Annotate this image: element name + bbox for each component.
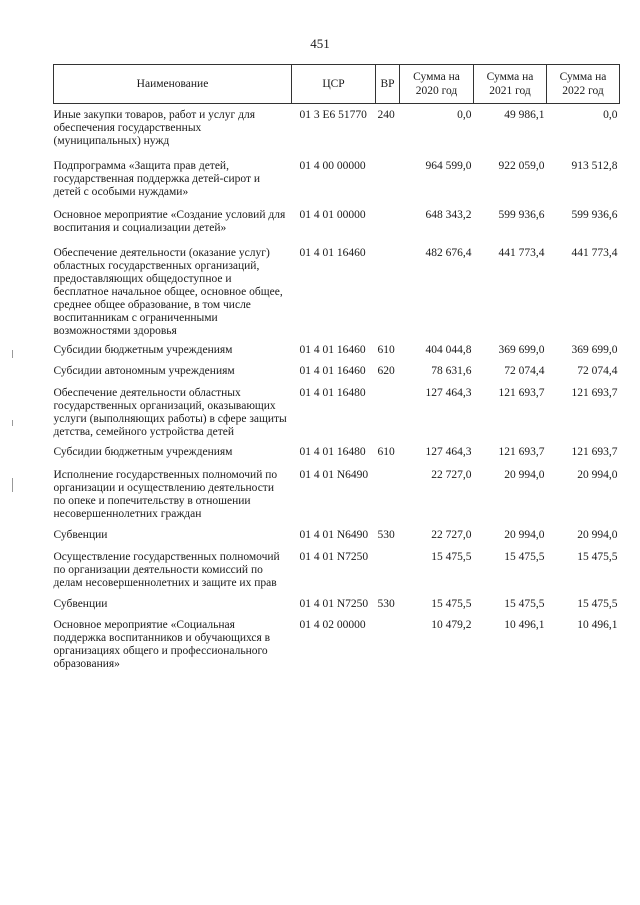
row-name: Подпрограмма «Защита прав детей, государственная поддержка детей-сирот и детей с особыми нуждами» xyxy=(53,160,261,198)
row-sum-2021: 121 693,7 xyxy=(498,446,545,458)
row-name: Субсидии бюджетным учреждениям xyxy=(53,344,233,356)
budget-table xyxy=(53,64,620,671)
row-csr: 01 4 01 N7250 xyxy=(299,551,369,563)
row-csr: 01 3 E6 51770 xyxy=(299,109,367,121)
row-sum-2022: 15 475,5 xyxy=(577,598,618,610)
table-row xyxy=(54,154,620,204)
row-name: Обеспечение деятельности (оказание услуг) областных государственных организаций, предоставляющих общедоступное и бесплатное начальное общее, основное общее, среднее общее образование, в том числе воспитанникам с ограниченными возможностями здоровья xyxy=(53,247,283,337)
row-csr: 01 4 01 16460 xyxy=(299,247,366,259)
row-vr: 240 xyxy=(377,109,395,121)
row-sum-2022: 20 994,0 xyxy=(577,529,618,541)
row-sum-2020: 964 599,0 xyxy=(425,160,472,172)
row-sum-2022: 20 994,0 xyxy=(577,469,618,481)
row-name: Обеспечение деятельности областных государственных организаций, оказывающих услуги (выполняющих работы) в сфере защиты детства, семейного устройства детей xyxy=(53,387,287,438)
row-name: Основное мероприятие «Социальная поддержка воспитанников и обучающихся в организациях общего и профессионального образования» xyxy=(53,619,271,670)
row-sum-2020: 22 727,0 xyxy=(431,529,472,541)
row-csr: 01 4 01 16460 xyxy=(299,365,366,377)
row-sum-2022: 369 699,0 xyxy=(571,344,618,356)
row-name: Субсидии автономным учреждениям xyxy=(53,365,235,377)
table-header-row xyxy=(54,65,620,104)
row-sum-2020: 127 464,3 xyxy=(425,446,472,458)
row-sum-2020: 78 631,6 xyxy=(431,365,472,377)
row-sum-2021: 15 475,5 xyxy=(504,551,545,563)
row-vr: 610 xyxy=(377,446,395,458)
margin-mark xyxy=(12,350,13,358)
header-sum-2020: Сумма на 2020 год xyxy=(400,65,474,104)
row-vr xyxy=(376,382,400,442)
header-sum-2022: Сумма на 2022 год xyxy=(547,65,620,104)
table-row xyxy=(54,204,620,241)
row-vr xyxy=(376,546,400,594)
row-sum-2022: 913 512,8 xyxy=(571,160,618,172)
row-vr: 610 xyxy=(377,344,395,356)
header-vr: ВР xyxy=(376,65,400,104)
row-sum-2022: 599 936,6 xyxy=(571,209,618,221)
row-sum-2021: 49 986,1 xyxy=(504,109,545,121)
row-sum-2022: 121 693,7 xyxy=(571,446,618,458)
row-name: Исполнение государственных полномочий по организации и осуществлению деятельности по опеке и попечительству в отношении несовершеннолетних граждан xyxy=(53,469,278,520)
row-sum-2022: 0,0 xyxy=(603,109,618,121)
row-sum-2021: 441 773,4 xyxy=(498,247,545,259)
table-row xyxy=(54,241,620,341)
table-row xyxy=(54,594,620,614)
header-name: Наименование xyxy=(54,65,292,104)
margin-mark xyxy=(12,420,13,426)
row-sum-2021: 72 074,4 xyxy=(504,365,545,377)
row-sum-2020: 15 475,5 xyxy=(431,551,472,563)
table-row xyxy=(54,614,620,671)
row-vr xyxy=(376,204,400,241)
row-sum-2021: 922 059,0 xyxy=(498,160,545,172)
row-csr: 01 4 01 00000 xyxy=(299,209,366,221)
row-csr: 01 4 00 00000 xyxy=(299,160,366,172)
row-csr: 01 4 02 00000 xyxy=(299,619,366,631)
row-csr: 01 4 01 16480 xyxy=(299,446,366,458)
header-csr: ЦСР xyxy=(292,65,376,104)
row-sum-2021: 369 699,0 xyxy=(498,344,545,356)
row-name: Субвенции xyxy=(53,598,108,610)
row-csr: 01 4 01 N6490 xyxy=(299,469,369,481)
row-vr xyxy=(376,614,400,671)
row-sum-2021: 20 994,0 xyxy=(504,469,545,481)
row-name: Субсидии бюджетным учреждениям xyxy=(53,446,233,458)
row-csr: 01 4 01 16460 xyxy=(299,344,366,356)
row-vr: 530 xyxy=(377,598,395,610)
row-sum-2021: 10 496,1 xyxy=(504,619,545,631)
row-csr: 01 4 01 N6490 xyxy=(299,529,369,541)
row-sum-2021: 121 693,7 xyxy=(498,387,545,399)
row-sum-2020: 10 479,2 xyxy=(431,619,472,631)
row-csr: 01 4 01 N7250 xyxy=(299,598,369,610)
table-row xyxy=(54,104,620,155)
header-sum-2021: Сумма на 2021 год xyxy=(474,65,547,104)
table-row xyxy=(54,442,620,464)
row-sum-2021: 15 475,5 xyxy=(504,598,545,610)
row-name: Субвенции xyxy=(53,529,108,541)
row-vr xyxy=(376,241,400,341)
row-sum-2021: 599 936,6 xyxy=(498,209,545,221)
row-sum-2020: 404 044,8 xyxy=(425,344,472,356)
row-sum-2020: 482 676,4 xyxy=(425,247,472,259)
row-name: Осуществление государственных полномочий по организации деятельности комиссий по делам несовершеннолетних и защите их прав xyxy=(53,551,280,589)
table-row xyxy=(54,382,620,442)
row-sum-2020: 127 464,3 xyxy=(425,387,472,399)
page-number: 451 xyxy=(310,36,330,51)
row-sum-2020: 15 475,5 xyxy=(431,598,472,610)
row-sum-2022: 441 773,4 xyxy=(571,247,618,259)
row-sum-2020: 648 343,2 xyxy=(425,209,472,221)
table-row xyxy=(54,546,620,594)
row-vr xyxy=(376,154,400,204)
row-sum-2022: 10 496,1 xyxy=(577,619,618,631)
table-row xyxy=(54,464,620,525)
row-name: Основное мероприятие «Создание условий для воспитания и социализации детей» xyxy=(53,209,286,234)
row-vr: 620 xyxy=(377,365,395,377)
margin-mark xyxy=(12,478,13,492)
row-sum-2020: 22 727,0 xyxy=(431,469,472,481)
row-sum-2022: 15 475,5 xyxy=(577,551,618,563)
row-vr: 530 xyxy=(377,529,395,541)
table-row xyxy=(54,361,620,382)
row-csr: 01 4 01 16480 xyxy=(299,387,366,399)
row-sum-2020: 0,0 xyxy=(457,109,472,121)
row-sum-2022: 121 693,7 xyxy=(571,387,618,399)
row-sum-2022: 72 074,4 xyxy=(577,365,618,377)
row-vr xyxy=(376,464,400,525)
row-name: Иные закупки товаров, работ и услуг для обеспечения государственных (муниципальных) нужд xyxy=(53,109,255,147)
table-row xyxy=(54,341,620,361)
row-sum-2021: 20 994,0 xyxy=(504,529,545,541)
table-row xyxy=(54,525,620,546)
